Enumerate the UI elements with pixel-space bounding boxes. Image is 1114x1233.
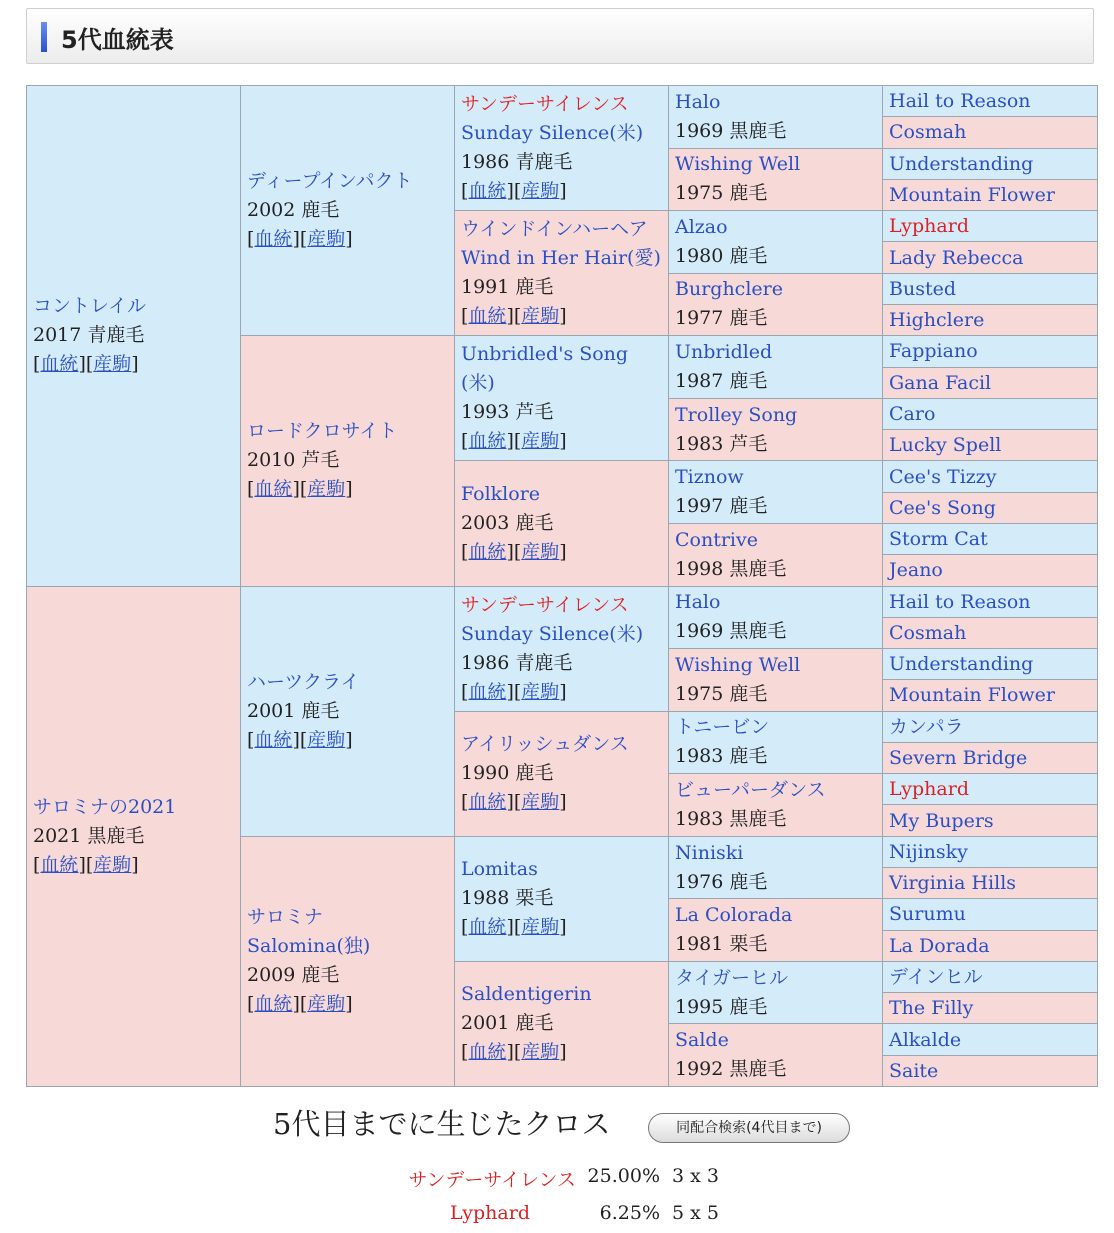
bracket: [ [247, 993, 255, 1016]
pedigree-cell-g5 [883, 430, 1098, 461]
bracket: [ [461, 430, 469, 453]
horse-info: 1987 鹿毛 [675, 370, 768, 393]
horse-name-link[interactable]: Jeano [889, 559, 943, 582]
horse-links [461, 177, 662, 206]
pedigree-cell-g4 [669, 649, 883, 712]
horse-name-link[interactable]: La Colorada [675, 904, 793, 927]
bracket: ] [559, 791, 567, 814]
horse-name-link[interactable]: La Dorada [889, 934, 990, 957]
same-mating-search-button[interactable]: 同配合検索(4代目まで) [648, 1113, 850, 1143]
pedigree-cell-g4 [669, 899, 883, 962]
horse-info: 1977 鹿毛 [675, 307, 768, 330]
bracket: ] [506, 1041, 514, 1064]
horse-info: 1986 青鹿毛 [461, 651, 573, 674]
horse-name-link[interactable]: サロミナの2021 [33, 795, 177, 818]
horse-info: 2017 青鹿毛 [33, 324, 145, 347]
horse-name-link[interactable]: Wishing Well [675, 653, 801, 676]
horse-info: 1976 鹿毛 [675, 870, 768, 893]
bracket: ] [506, 305, 514, 328]
horse-info: 2002 鹿毛 [247, 199, 340, 222]
pedigree-cell-g5 [883, 586, 1098, 617]
horse-name-link[interactable]: Lady Rebecca [889, 246, 1024, 269]
bracket: [ [247, 728, 255, 751]
horse-name-link[interactable]: Alzao [675, 215, 728, 238]
horse-name-link[interactable]: ディープインパクト [247, 170, 413, 193]
horse-name-link[interactable]: Alkalde [889, 1028, 962, 1051]
pedigree-cell-g5 [883, 774, 1098, 805]
pedigree-cell-g5 [883, 836, 1098, 867]
horse-name-link[interactable]: Busted [889, 277, 956, 300]
bracket: ] [559, 916, 567, 939]
bracket: ] [559, 430, 567, 453]
horse-info: 1997 鹿毛 [675, 495, 768, 518]
horse-name-link[interactable]: Surumu [889, 903, 966, 926]
horse-name-link[interactable]: トニービン [675, 716, 770, 739]
pedigree-cell-g4 [669, 86, 883, 149]
pedigree-cell-g5 [883, 179, 1098, 210]
bloodline-link[interactable]: 血統 [468, 180, 507, 203]
bloodline-link[interactable]: 血統 [254, 728, 293, 751]
cross-horse-name[interactable]: サンデーサイレンス [408, 1169, 576, 1191]
bracket: [ [513, 180, 522, 203]
bracket: ] [292, 228, 300, 251]
bracket: [ [513, 791, 522, 814]
horse-name-link[interactable]: Hail to Reason [889, 90, 1031, 113]
horse-info: 1980 鹿毛 [675, 244, 768, 267]
bracket: [ [461, 180, 469, 203]
horse-name-link[interactable]: Understanding [889, 152, 1034, 175]
pedigree-cell-g5 [883, 523, 1098, 554]
pedigree-cell-g3 [455, 211, 669, 336]
horse-info: 2001 鹿毛 [247, 699, 340, 722]
horse-name-link[interactable]: Wishing Well [675, 153, 801, 176]
cross-percent: 6.25% [599, 1202, 660, 1224]
pedigree-cell-g5 [883, 711, 1098, 742]
bracket: [ [299, 228, 308, 251]
offspring-link[interactable]: 産駒 [307, 993, 346, 1016]
horse-info: 1983 黒鹿毛 [675, 807, 787, 830]
pedigree-cell-g5 [883, 398, 1098, 429]
bracket: [ [299, 728, 308, 751]
bracket: ] [506, 916, 514, 939]
horse-name-link[interactable]: Folklore [461, 482, 541, 505]
bracket: [ [33, 353, 41, 376]
pedigree-cell-g4 [669, 398, 883, 461]
offspring-link[interactable]: 産駒 [521, 1041, 560, 1064]
pedigree-cell-g5 [883, 148, 1098, 179]
pedigree-cell-g5 [883, 367, 1098, 398]
horse-info: 2009 鹿毛 [247, 964, 340, 987]
horse-info: 1969 黒鹿毛 [675, 119, 787, 142]
pedigree-cell-g1 [27, 586, 241, 1087]
pedigree-cell-g5 [883, 649, 1098, 680]
horse-links [33, 851, 234, 880]
pedigree-cell-g4 [669, 586, 883, 649]
horse-info: 1990 鹿毛 [461, 762, 554, 785]
bracket: ] [559, 1041, 567, 1064]
horse-name-link[interactable]: (米) [461, 372, 495, 395]
pedigree-cell-g5 [883, 1055, 1098, 1086]
bracket: ] [559, 680, 567, 703]
bracket: [ [461, 540, 469, 563]
horse-links [461, 788, 662, 817]
bracket: ] [131, 353, 139, 376]
horse-name-link[interactable]: Highclere [889, 309, 985, 332]
pedigree-cell-g5 [883, 961, 1098, 992]
pedigree-cell-g5 [883, 273, 1098, 304]
horse-name-link[interactable]: Sunday Silence(米) [461, 622, 644, 645]
pedigree-cell-g5 [883, 680, 1098, 711]
bracket: [ [513, 305, 522, 328]
bloodline-link[interactable]: 血統 [468, 916, 507, 939]
horse-name-link[interactable]: Gana Facil [889, 371, 992, 394]
horse-links [247, 726, 448, 755]
offspring-link[interactable]: 産駒 [521, 540, 560, 563]
bracket: ] [292, 728, 300, 751]
horse-name-link[interactable]: Mountain Flower [889, 684, 1055, 707]
bracket: [ [461, 305, 469, 328]
horse-name-link[interactable]: コントレイル [33, 295, 147, 318]
horse-name-link[interactable]: ウインドインハーヘア [461, 218, 648, 241]
offspring-link[interactable]: 産駒 [307, 478, 346, 501]
horse-name-link[interactable]: Fappiano [889, 340, 978, 363]
offspring-link[interactable]: 産駒 [307, 728, 346, 751]
horse-name-link[interactable]: Cosmah [889, 621, 967, 644]
bloodline-link[interactable]: 血統 [468, 540, 507, 563]
horse-name-link[interactable]: Cee's Song [889, 496, 996, 519]
horse-name-link[interactable]: Saite [889, 1059, 939, 1082]
bracket: [ [299, 478, 308, 501]
bracket: [ [513, 680, 522, 703]
bracket: ] [345, 728, 353, 751]
bracket: ] [78, 353, 86, 376]
horse-links [461, 1038, 662, 1067]
horse-name-link[interactable]: Trolley Song [675, 403, 798, 426]
bracket: [ [33, 853, 41, 876]
horse-info: 1983 鹿毛 [675, 745, 768, 768]
bloodline-link[interactable]: 血統 [468, 680, 507, 703]
bracket: ] [506, 540, 514, 563]
horse-info: 2010 芦毛 [247, 449, 340, 472]
horse-name-link[interactable]: Salde [675, 1029, 729, 1052]
pedigree-cell-g3 [455, 711, 669, 836]
bracket: [ [461, 916, 469, 939]
bloodline-link[interactable]: 血統 [468, 1041, 507, 1064]
horse-name-link[interactable]: サンデーサイレンス [461, 593, 629, 616]
horse-name-link[interactable]: ロードクロサイト [247, 420, 398, 443]
horse-info: 1995 鹿毛 [675, 995, 768, 1018]
offspring-link[interactable]: 産駒 [521, 430, 560, 453]
pedigree-cell-g5 [883, 336, 1098, 367]
bracket: ] [506, 430, 514, 453]
offspring-link[interactable]: 産駒 [521, 305, 560, 328]
pedigree-cell-g5 [883, 1024, 1098, 1055]
pedigree-cell-g3 [455, 586, 669, 711]
horse-links [247, 225, 448, 254]
horse-name-link[interactable]: Hail to Reason [889, 590, 1031, 613]
horse-links [461, 427, 662, 456]
cross-generation: 3 x 3 [672, 1165, 719, 1187]
pedigree-cell-g3 [455, 836, 669, 961]
pedigree-cell-g5 [883, 461, 1098, 492]
pedigree-cell-g4 [669, 273, 883, 336]
pedigree-cell-g5 [883, 555, 1098, 586]
bracket: [ [247, 228, 255, 251]
pedigree-cell-g5 [883, 242, 1098, 273]
bracket: ] [506, 180, 514, 203]
pedigree-cell-g4 [669, 336, 883, 399]
horse-name-link[interactable]: Halo [675, 90, 721, 113]
pedigree-cell-g2 [241, 836, 455, 1086]
horse-name-link[interactable]: アイリッシュダンス [461, 733, 629, 756]
horse-name-link[interactable]: ハーツクライ [247, 670, 360, 693]
offspring-link[interactable]: 産駒 [93, 353, 132, 376]
cross-horse-name[interactable]: Lyphard [450, 1202, 530, 1224]
pedigree-cell-g4 [669, 836, 883, 899]
horse-name-link[interactable]: Nijinsky [889, 840, 968, 863]
pedigree-cell-g3 [455, 461, 669, 586]
horse-name-link[interactable]: Lomitas [461, 858, 538, 881]
horse-info: 2001 鹿毛 [461, 1012, 554, 1035]
horse-name-link[interactable]: Cee's Tizzy [889, 465, 997, 488]
horse-links [461, 302, 662, 331]
pedigree-cell-g5 [883, 304, 1098, 335]
bloodline-link[interactable]: 血統 [40, 853, 79, 876]
bracket: ] [559, 540, 567, 563]
pedigree-cell-g5 [883, 805, 1098, 836]
horse-name-link[interactable]: Virginia Hills [889, 872, 1017, 895]
horse-name-link[interactable]: Contrive [675, 528, 758, 551]
horse-name-link[interactable]: Unbridled [675, 341, 773, 364]
horse-name-link[interactable]: Lucky Spell [889, 434, 1002, 457]
pedigree-cell-g5 [883, 868, 1098, 899]
bracket: ] [345, 993, 353, 1016]
header-accent-bar [41, 22, 47, 52]
pedigree-cell-g5 [883, 117, 1098, 148]
bracket: ] [345, 478, 353, 501]
pedigree-cell-g1 [27, 86, 241, 587]
bracket: [ [461, 680, 469, 703]
pedigree-cell-g5 [883, 86, 1098, 117]
horse-links [247, 990, 448, 1019]
horse-name-link[interactable]: Cosmah [889, 121, 967, 144]
pedigree-cell-g5 [883, 993, 1098, 1024]
pedigree-cell-g4 [669, 461, 883, 524]
horse-info: 1991 鹿毛 [461, 276, 554, 299]
horse-info: 1993 芦毛 [461, 401, 554, 424]
horse-name-link[interactable]: Salomina(独) [247, 935, 371, 958]
pedigree-cell-g4 [669, 774, 883, 837]
horse-name-link[interactable]: Severn Bridge [889, 747, 1028, 770]
offspring-link[interactable]: 産駒 [307, 228, 346, 251]
horse-name-link[interactable]: Unbridled's Song [461, 343, 629, 366]
pedigree-cell-g2 [241, 336, 455, 586]
horse-info: 1998 黒鹿毛 [675, 557, 787, 580]
horse-info: 1981 栗毛 [675, 933, 768, 956]
bracket: ] [506, 791, 514, 814]
horse-name-link[interactable]: Tiznow [675, 466, 744, 489]
pedigree-cell-g5 [883, 930, 1098, 961]
horse-name-link[interactable]: Halo [675, 591, 721, 614]
horse-info: 1992 黒鹿毛 [675, 1058, 787, 1081]
pedigree-cell-g2 [241, 86, 455, 336]
horse-name-link[interactable]: デインヒル [889, 966, 983, 989]
horse-name-link[interactable]: Wind in Her Hair(愛) [461, 247, 661, 270]
bloodline-link[interactable]: 血統 [40, 353, 79, 376]
bracket: [ [85, 853, 94, 876]
offspring-link[interactable]: 産駒 [521, 180, 560, 203]
bracket: ] [506, 680, 514, 703]
horse-info: 1983 芦毛 [675, 432, 768, 455]
horse-name-link[interactable]: カンパラ [889, 715, 964, 738]
cross-title: 5代目までに生じたクロス [273, 1107, 611, 1141]
cross-percent: 25.00% [587, 1165, 660, 1187]
bracket: ] [559, 180, 567, 203]
horse-name-link[interactable]: Sunday Silence(米) [461, 122, 644, 145]
horse-name-link[interactable]: ビューパーダンス [675, 778, 826, 801]
offspring-link[interactable]: 産駒 [521, 791, 560, 814]
horse-name-link[interactable]: サロミナ [247, 906, 324, 929]
pedigree-table [26, 85, 1098, 1087]
pedigree-cell-g5 [883, 742, 1098, 773]
horse-info: 2021 黒鹿毛 [33, 824, 145, 847]
horse-name-link[interactable]: Caro [889, 402, 936, 425]
horse-name-link[interactable]: Burghclere [675, 278, 783, 301]
horse-info: 1975 鹿毛 [675, 682, 768, 705]
horse-links [461, 678, 662, 707]
bracket: ] [559, 305, 567, 328]
horse-links [247, 475, 448, 504]
horse-info: 1969 黒鹿毛 [675, 620, 787, 643]
bracket: [ [85, 353, 94, 376]
bracket: [ [299, 993, 308, 1016]
section-header [26, 8, 1094, 64]
pedigree-cell-g2 [241, 586, 455, 836]
bracket: [ [461, 1041, 469, 1064]
pedigree-cell-g4 [669, 961, 883, 1024]
bracket: ] [292, 993, 300, 1016]
horse-name-link[interactable]: Lyphard [889, 778, 969, 801]
bracket: ] [292, 478, 300, 501]
bloodline-link[interactable]: 血統 [254, 228, 293, 251]
bracket: [ [513, 430, 522, 453]
pedigree-cell-g4 [669, 523, 883, 586]
horse-info: 2003 鹿毛 [461, 511, 554, 534]
bloodline-link[interactable]: 血統 [468, 430, 507, 453]
cross-generation: 5 x 5 [672, 1202, 719, 1224]
offspring-link[interactable]: 産駒 [521, 916, 560, 939]
bracket: [ [247, 478, 255, 501]
bloodline-link[interactable]: 血統 [468, 791, 507, 814]
horse-name-link[interactable]: サンデーサイレンス [461, 93, 629, 116]
bracket: ] [345, 228, 353, 251]
pedigree-cell-g3 [455, 336, 669, 461]
pedigree-cell-g4 [669, 148, 883, 211]
horse-name-link[interactable]: Storm Cat [889, 528, 988, 551]
bracket: [ [513, 540, 522, 563]
horse-name-link[interactable]: Mountain Flower [889, 183, 1055, 206]
pedigree-cell-g5 [883, 617, 1098, 648]
pedigree-cell-g3 [455, 961, 669, 1086]
horse-info: 1986 青鹿毛 [461, 151, 573, 174]
horse-name-link[interactable]: Saldentigerin [461, 983, 592, 1006]
horse-name-link[interactable]: Lyphard [889, 215, 969, 238]
pedigree-cell-g3 [455, 86, 669, 211]
pedigree-cell-g5 [883, 899, 1098, 930]
bracket: ] [78, 853, 86, 876]
horse-name-link[interactable]: タイガーヒル [675, 966, 789, 989]
bloodline-link[interactable]: 血統 [254, 478, 293, 501]
bracket: [ [513, 916, 522, 939]
horse-name-link[interactable]: Understanding [889, 653, 1034, 676]
bracket: [ [461, 791, 469, 814]
pedigree-cell-g4 [669, 211, 883, 274]
pedigree-cell-g4 [669, 711, 883, 774]
horse-links [461, 538, 662, 567]
horse-name-link[interactable]: My Bupers [889, 809, 994, 832]
pedigree-cell-g5 [883, 492, 1098, 523]
pedigree-cell-g4 [669, 1024, 883, 1087]
bracket: ] [131, 853, 139, 876]
horse-name-link[interactable]: The Filly [889, 997, 974, 1020]
offspring-link[interactable]: 産駒 [521, 680, 560, 703]
horse-links [33, 350, 234, 379]
horse-name-link[interactable]: Niniski [675, 841, 744, 864]
bloodline-link[interactable]: 血統 [254, 993, 293, 1016]
horse-links [461, 913, 662, 942]
horse-info: 1988 栗毛 [461, 887, 554, 910]
horse-info: 1975 鹿毛 [675, 182, 768, 205]
bracket: [ [513, 1041, 522, 1064]
bloodline-link[interactable]: 血統 [468, 305, 507, 328]
page-title: 5代血統表 [61, 26, 174, 54]
offspring-link[interactable]: 産駒 [93, 853, 132, 876]
pedigree-cell-g5 [883, 211, 1098, 242]
